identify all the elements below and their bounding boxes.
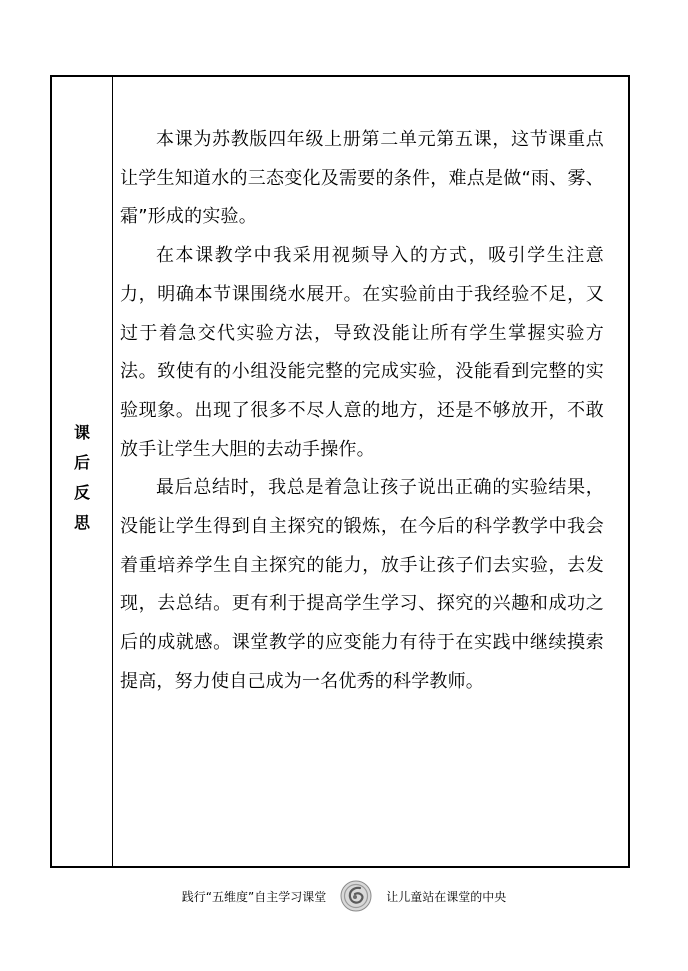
section-label bbox=[74, 406, 90, 538]
footer-left-slogan: 践行“五维度”自主学习课堂 bbox=[181, 889, 327, 904]
section-label-char: 思 bbox=[73, 512, 90, 532]
reflection-paragraph: 最后总结时，我总是着急让孩子说出正确的实验结果，没能让学生得到自主探究的锻炼，在今后的科学教学中我会着重培养学生自主探究的能力，放手让孩子们去实验，去发现，去总结。更有利于提高学生学习、探究的兴趣和成功之后的成就感。课堂教学的应变能力有待于在实践中继续摸索提高，努力使自己成为一名优秀的科学教师。 bbox=[120, 477, 604, 692]
school-logo-icon bbox=[340, 880, 372, 912]
reflection-table bbox=[50, 75, 630, 868]
section-label-char: 反 bbox=[73, 482, 90, 502]
page-footer bbox=[0, 876, 688, 916]
reflection-paragraph: 本课为苏教版四年级上册第二单元第五课，这节课重点让学生知道水的三态变化及需要的条件，难点是做“雨、雾、霜”形成的实验。 bbox=[120, 129, 604, 228]
section-label-char: 后 bbox=[73, 452, 90, 472]
label-cell bbox=[52, 77, 113, 866]
reflection-paragraph: 在本课教学中我采用视频导入的方式，吸引学生注意力，明确本节课围绕水展开。在实验前由于我经验不足，又过于着急交代实验方法，导致没能让所有学生掌握实验方法。致使有的小组没能完整的完成实验，没能看到完整的实验现象。出现了很多不尽人意的地方，还是不够放开，不敢放手让学生大胆的去动手操作。 bbox=[120, 245, 604, 460]
section-label-char: 课 bbox=[73, 422, 90, 442]
content-cell bbox=[113, 77, 628, 866]
footer-right-slogan: 让儿童站在课堂的中央 bbox=[386, 889, 507, 904]
